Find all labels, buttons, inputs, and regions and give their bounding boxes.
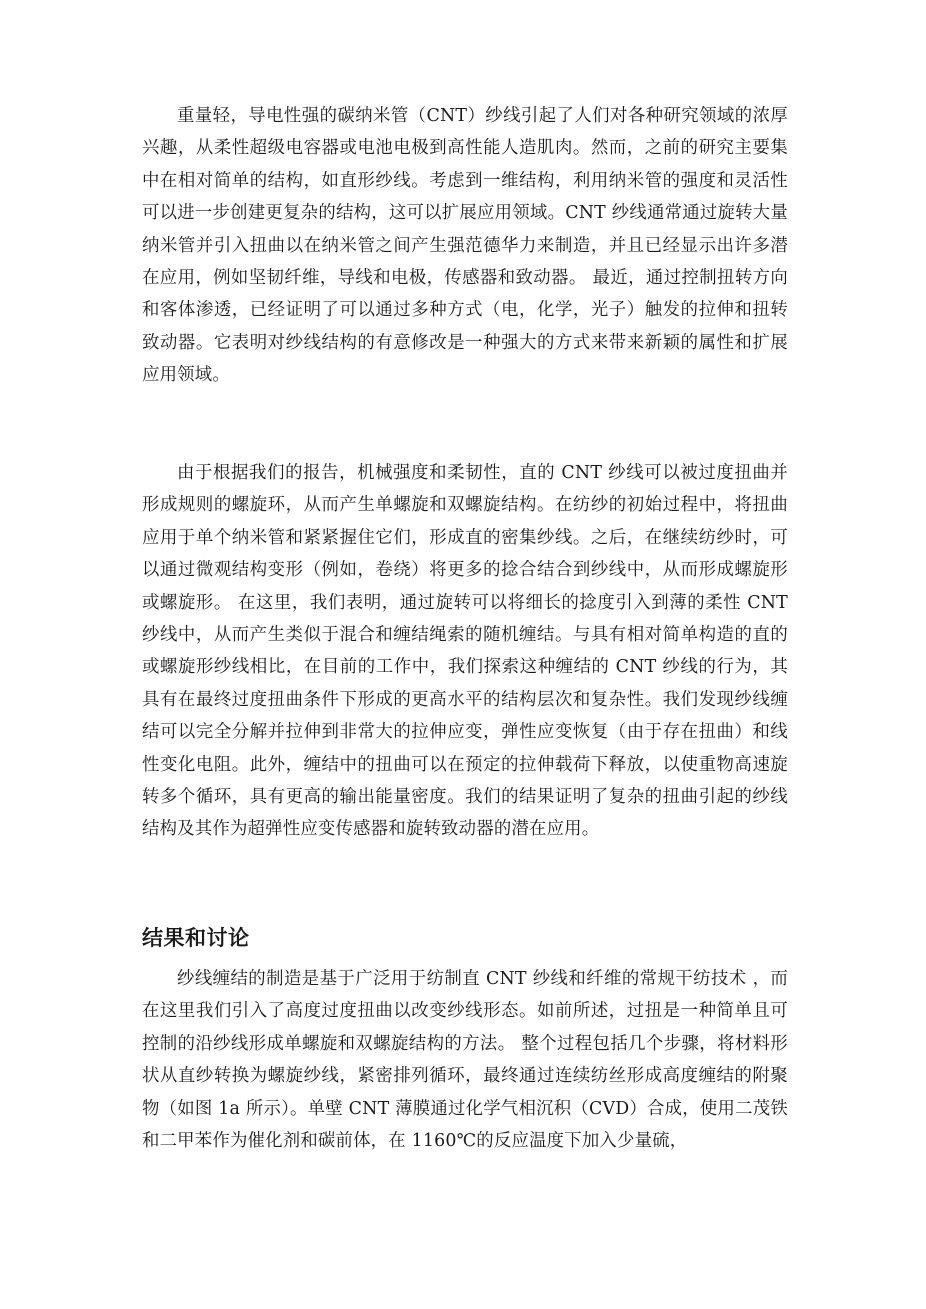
results-paragraph-1: 纱线缠结的制造是基于广泛用于纺制直 CNT 纱线和纤维的常规干纺技术 ，而在这里我们引入了高度过度扭曲以改变纱线形态。如前所述，过扭是一种简单且可控制的沿纱线形成单螺旋和双螺旋结构的方法。 整个过程包括几个步骤，将材料形状从直纱转换为螺旋纱线，紧密排列循环，最终通过连续纺丝形成高度缠结的附聚物（如图 1a 所示）。单壁 CNT 薄膜通过化学气相沉积（CVD）合成，使用二茂铁和二甲苯作为催化剂和碳前体，在 1160℃的反应温度下加入少量硫， (142, 969, 788, 1152)
intro-paragraph-1: 重量轻，导电性强的碳纳米管（CNT）纱线引起了人们对各种研究领域的浓厚兴趣，从柔性超级电容器或电池电极到高性能人造肌肉。然而，之前的研究主要集中在相对简单的结构，如直形纱线。考虑到一维结构，利用纳米管的强度和灵活性可以进一步创建更复杂的结构，这可以扩展应用领域。CNT 纱线通常通过旋转大量纳米管并引入扭曲以在纳米管之间产生强范德华力来制造，并且已经显示出许多潜在应用，例如坚韧纤维，导线和电极，传感器和致动器。 最近，通过控制扭转方向和客体渗透，已经证明了可以通过多种方式（电，化学，光子）触发的拉伸和扭转致动器。它表明对纱线结构的有意修改是一种强大的方式来带来新颖的属性和扩展应用领域。 (142, 106, 788, 386)
section-heading-results-discussion: 结果和讨论 (142, 926, 250, 950)
intro-paragraph-2: 由于根据我们的报告，机械强度和柔韧性，直的 CNT 纱线可以被过度扭曲并形成规则的螺旋环，从而产生单螺旋和双螺旋结构。在纺纱的初始过程中，将扭曲应用于单个纳米管和紧紧握住它们，形成直的密集纱线。之后，在继续纺纱时，可以通过微观结构变形（例如，卷绕）将更多的捻合结合到纱线中，从而形成螺旋形或螺旋形。 在这里，我们表明，通过旋转可以将细长的捻度引入到薄的柔性 CNT 纱线中，从而产生类似于混合和缠结绳索的随机缠结。与具有相对简单构造的直的或螺旋形纱线相比，在目前的工作中，我们探索这种缠结的 CNT 纱线的行为，其具有在最终过度扭曲条件下形成的更高水平的结构层次和复杂性。我们发现纱线缠结可以完全分解并拉伸到非常大的拉伸应变，弹性应变恢复（由于存在扭曲）和线性变化电阻。此外，缠结中的扭曲可以在预定的拉伸载荷下释放，以使重物高速旋转多个循环，具有更高的输出能量密度。我们的结果证明了复杂的扭曲引起的纱线结构及其作为超弹性应变传感器和旋转致动器的潜在应用。 (142, 463, 788, 840)
